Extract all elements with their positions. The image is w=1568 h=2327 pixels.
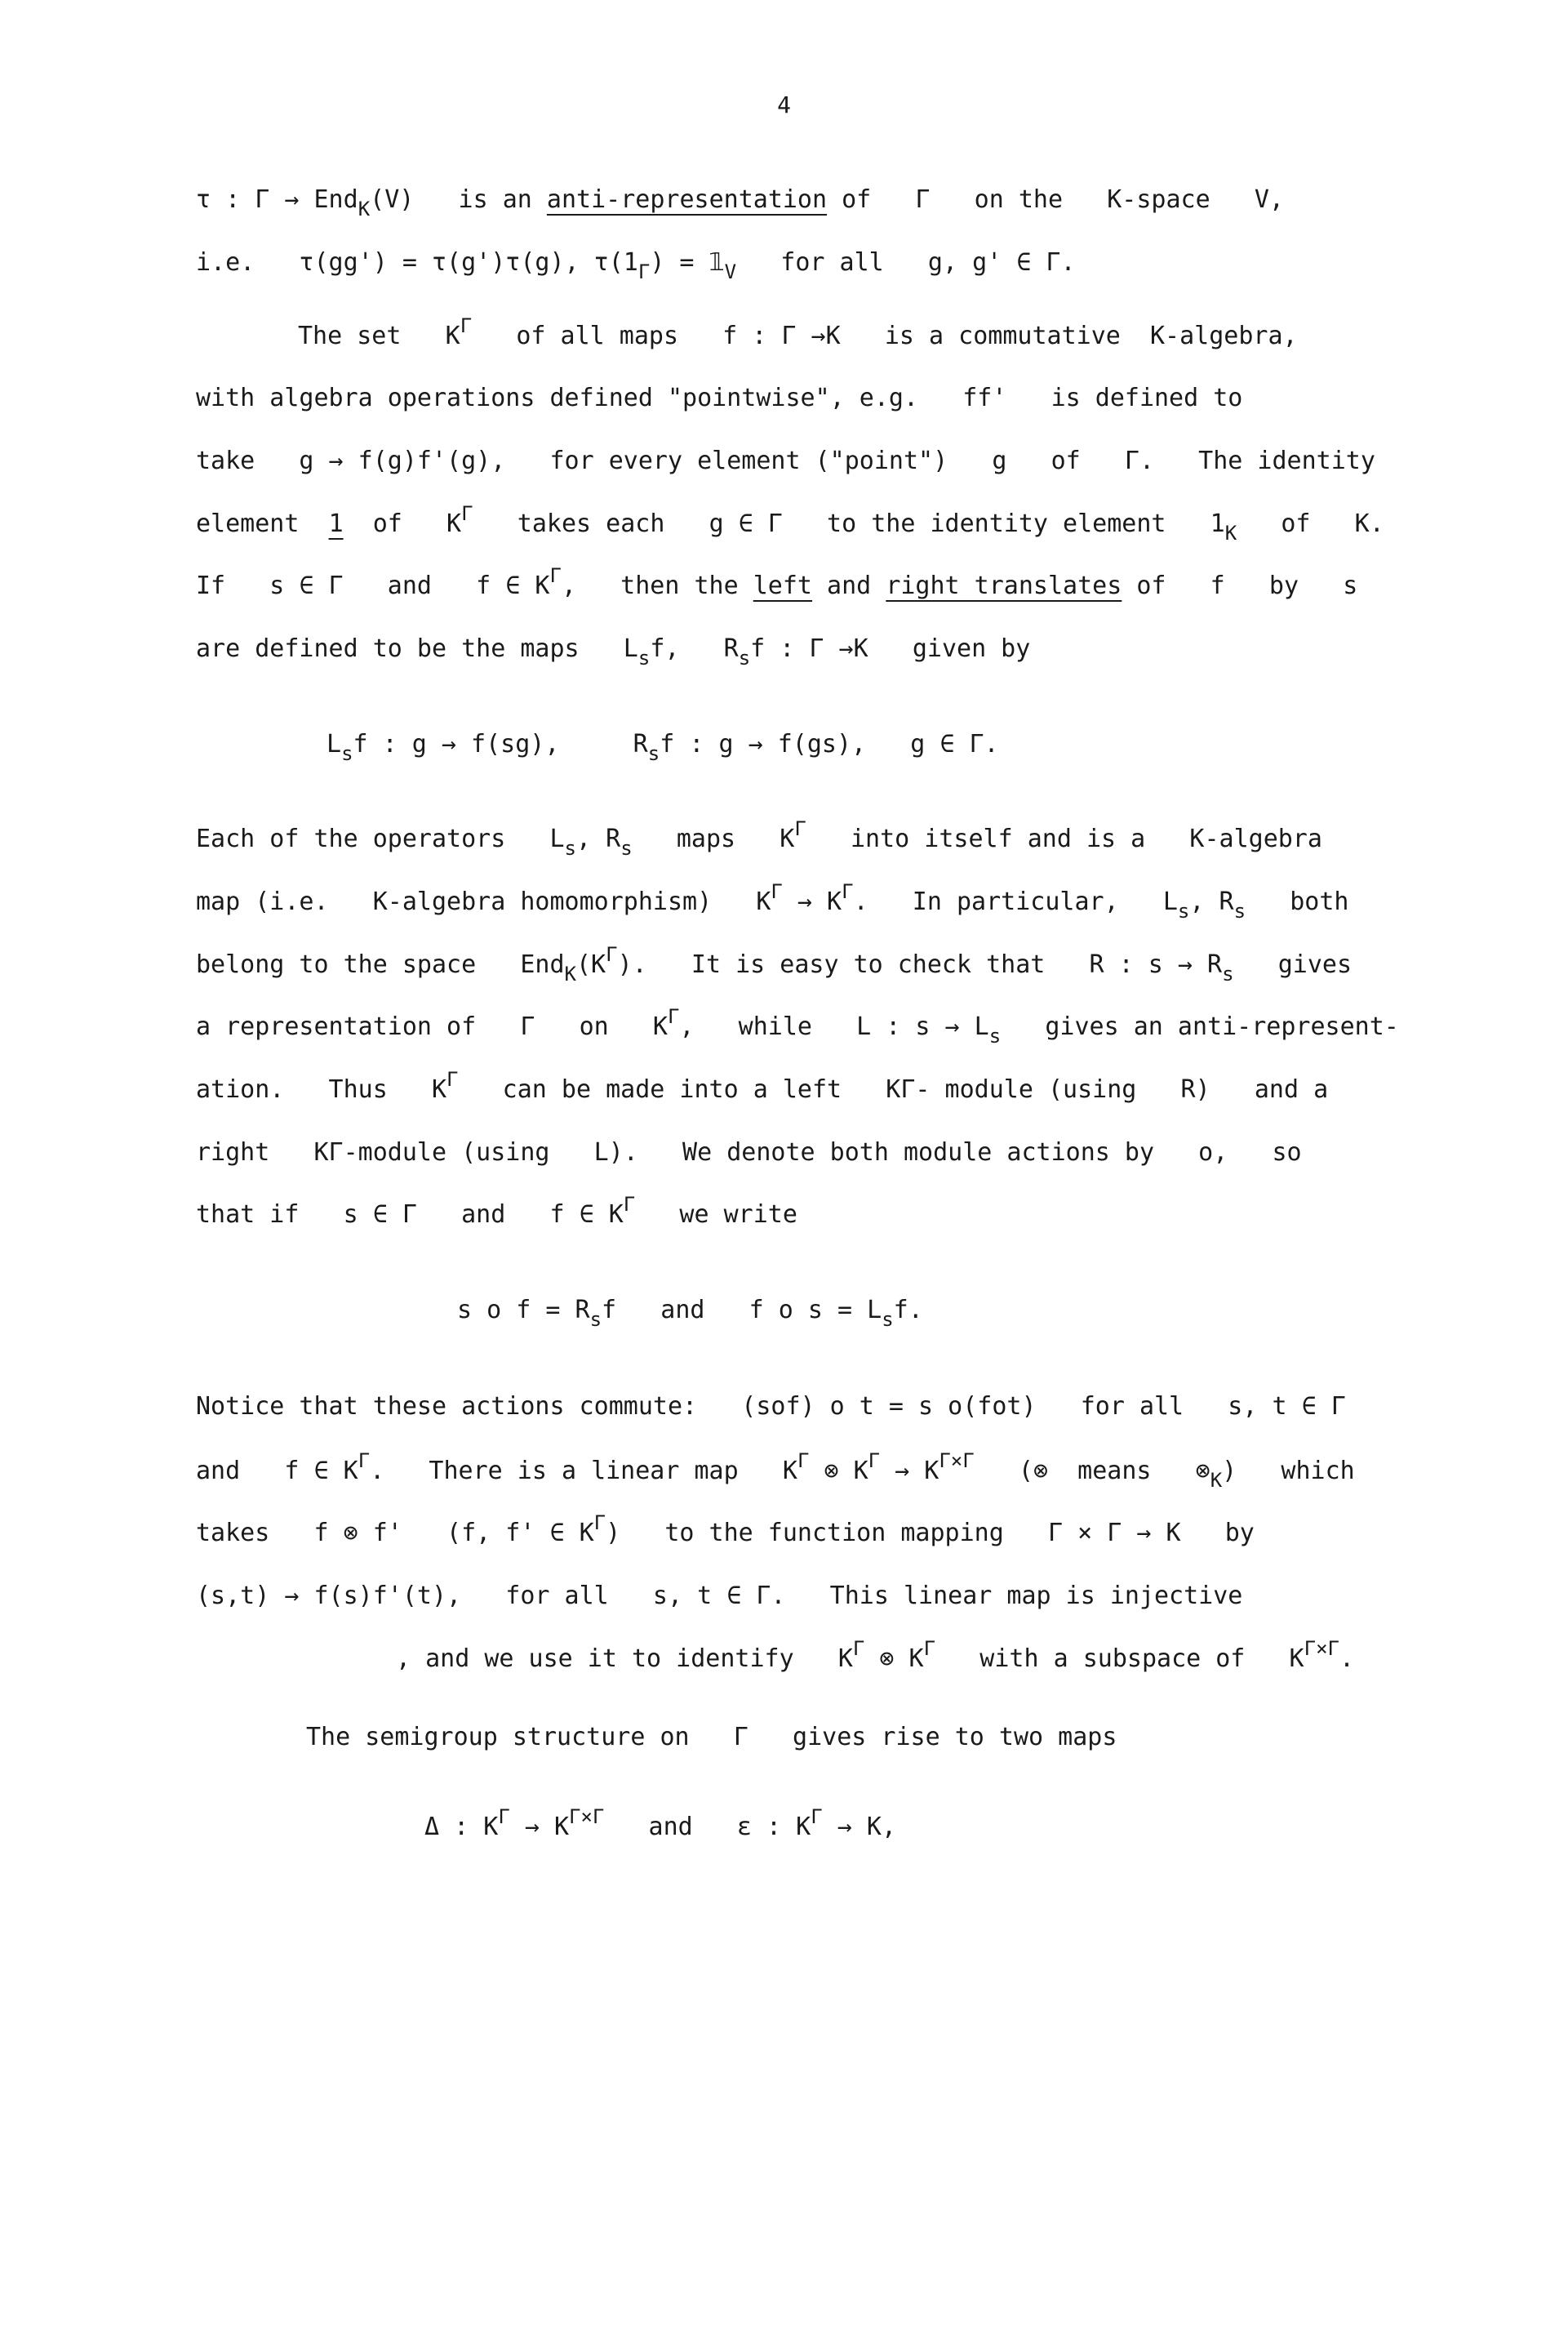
superscript: Γ [868,1449,881,1472]
underlined-term: 1 [328,509,344,538]
text-segment: of K. [1237,509,1384,538]
text-line [326,728,999,765]
text-segment: The set K [298,322,460,350]
text-line [196,1390,1346,1423]
subscript: s [620,837,633,860]
text-segment: (s,t) → f(s)f'(t), for all s, t ∈ Γ. This linear map is injective [196,1582,1243,1610]
text-line [196,1449,1355,1492]
text-segment: τ : Γ → End [196,185,358,214]
text-segment: and ε : K [604,1813,811,1841]
text-segment: (K [576,950,606,979]
superscript: Γ [461,502,473,525]
text-segment: of all maps f : Γ →K is a commutative K-algebra, [472,322,1298,350]
text-segment: i.e. τ(gg') = τ(g')τ(g), τ(1 [196,248,638,277]
text-segment: . There is a linear map K [370,1457,797,1485]
text-line [196,564,1358,603]
text-line [457,1294,923,1331]
subscript: K [564,963,576,986]
superscript: Γ [842,880,854,903]
text-line [196,1193,797,1231]
superscript: Γ [358,1449,371,1472]
text-segment: f : Γ →K given by [750,634,1031,663]
superscript: Γ×Γ [939,1449,975,1472]
text-segment: that if s ∈ Γ and f ∈ K [196,1200,624,1229]
subscript: s [589,1308,602,1331]
text-line [306,1721,1117,1754]
superscript: Γ [667,1005,680,1028]
underlined-term: anti-representation [546,185,828,214]
text-segment: a representation of Γ on K [196,1012,668,1041]
superscript: Γ [797,1449,810,1472]
text-segment: , and we use it to identify K [396,1644,853,1673]
text-segment: element [196,509,329,538]
text-segment: right KΓ-module (using L). We denote both module actions by o, so [196,1138,1302,1167]
text-line [196,1005,1399,1048]
text-segment: ⊗ K [864,1644,924,1673]
text-segment: ). It is easy to check that R : s → R [617,950,1223,979]
text-segment: ) = 𝟙 [650,248,725,277]
text-segment: ) which [1222,1457,1355,1485]
superscript: Γ [460,314,473,337]
underlined-term: right translates [886,572,1122,600]
subscript: s [738,647,751,670]
text-segment: ) to the function mapping Γ × Γ → K by [606,1519,1255,1547]
text-line [196,1068,1329,1106]
text-segment: (V) is an [370,185,547,214]
text-segment: → K [509,1813,570,1841]
text-segment: and f ∈ K [196,1457,358,1485]
underlined-term: left [753,572,812,600]
text-segment: ation. Thus K [196,1075,447,1104]
subscript: s [647,742,660,765]
text-segment: If s ∈ Γ and f ∈ K [196,572,550,600]
subscript: K [358,198,371,220]
text-segment: maps K [632,825,795,853]
text-segment: gives [1233,950,1353,979]
page-number: 4 [777,91,791,118]
subscript: s [564,837,576,860]
subscript: s [1177,900,1190,923]
text-segment: f, R [650,634,739,663]
text-segment: The semigroup structure on Γ gives rise to two maps [306,1723,1117,1751]
superscript: Γ×Γ [1304,1637,1339,1660]
text-segment: . [1339,1644,1355,1673]
superscript: Γ [446,1068,459,1091]
superscript: Γ [623,1193,636,1216]
superscript: Γ×Γ [569,1805,605,1828]
subscript: V [724,260,737,283]
superscript: Γ [498,1805,510,1828]
text-segment: Notice that these actions commute: (sof) o t = s o(fot) for all s, t ∈ Γ [196,1392,1346,1421]
text-segment: (⊗ means ⊗ [974,1457,1210,1485]
superscript: Γ [794,817,806,840]
text-segment: f and f o s = L [602,1296,882,1324]
text-line [196,633,1031,670]
subscript: s [1222,963,1234,986]
text-segment: belong to the space End [196,950,565,979]
text-segment: , R [576,825,621,853]
subscript: s [882,1308,894,1331]
text-segment: for all g, g' ∈ Γ. [736,248,1076,277]
text-segment: → K [782,888,842,916]
text-segment: takes f ⊗ f' (f, f' ∈ K [196,1519,594,1547]
text-segment: s o f = R [457,1296,590,1324]
subscript: s [637,647,651,670]
text-segment: → K, [822,1813,897,1841]
text-segment: map (i.e. K-algebra homomorphism) K [196,888,771,916]
superscript: Γ [923,1637,936,1660]
text-line [196,445,1375,478]
text-line [196,1511,1255,1550]
text-segment: , R [1189,888,1234,916]
text-segment: ⊗ K [809,1457,868,1485]
text-line [196,184,1284,220]
text-segment: take g → f(g)f'(g), for every element ("point") g of Γ. The identity [196,447,1375,475]
superscript: Γ [811,1805,823,1828]
text-segment: → K [880,1457,939,1485]
text-segment: takes each g ∈ Γ to the identity element 1 [473,509,1225,538]
text-segment: . In particular, L [853,888,1178,916]
subscript: K [1210,1469,1223,1492]
subscript: K [1224,522,1237,545]
text-line [196,1137,1302,1169]
text-line [196,502,1384,545]
text-line [196,817,1322,860]
text-segment: of K [343,509,462,538]
text-line [196,1580,1242,1613]
text-line [424,1805,897,1844]
text-segment: of f by s [1122,572,1358,600]
subscript: Γ [637,260,651,283]
text-segment: , while L : s → L [679,1012,989,1041]
subscript: s [1233,900,1246,923]
superscript: Γ [771,880,783,903]
text-line [196,880,1349,923]
subscript: s [988,1025,1002,1048]
text-segment: into itself and is a K-algebra [806,825,1322,853]
text-segment: we write [635,1200,797,1229]
text-line [196,247,1076,283]
text-line [196,382,1242,415]
superscript: Γ [852,1637,865,1660]
text-segment: f : g → f(gs), g ∈ Γ. [660,730,999,759]
superscript: Γ [593,1511,606,1534]
text-segment: of Γ on the K-space V, [827,185,1284,214]
subscript: s [341,742,353,765]
text-segment: can be made into a left KΓ- module (using R) and a [458,1075,1329,1104]
text-segment: with a subspace of K [935,1644,1304,1673]
superscript: Γ [549,564,562,587]
text-segment: f : g → f(sg), R [353,730,648,759]
text-segment: L [326,730,342,759]
text-segment: , then the [561,572,753,600]
text-line [298,314,1298,353]
text-segment: and [812,572,886,600]
text-segment: with algebra operations defined "pointwise", e.g. ff' is defined to [196,384,1243,412]
superscript: Γ [606,943,618,966]
text-segment: gives an anti-represent- [1001,1012,1399,1041]
text-segment: Each of the operators L [196,825,565,853]
text-segment: Δ : K [424,1813,499,1841]
text-line [196,943,1353,986]
text-segment: are defined to be the maps L [196,634,638,663]
text-segment: f. [893,1296,923,1324]
text-segment: both [1246,888,1349,916]
text-line [396,1637,1355,1675]
